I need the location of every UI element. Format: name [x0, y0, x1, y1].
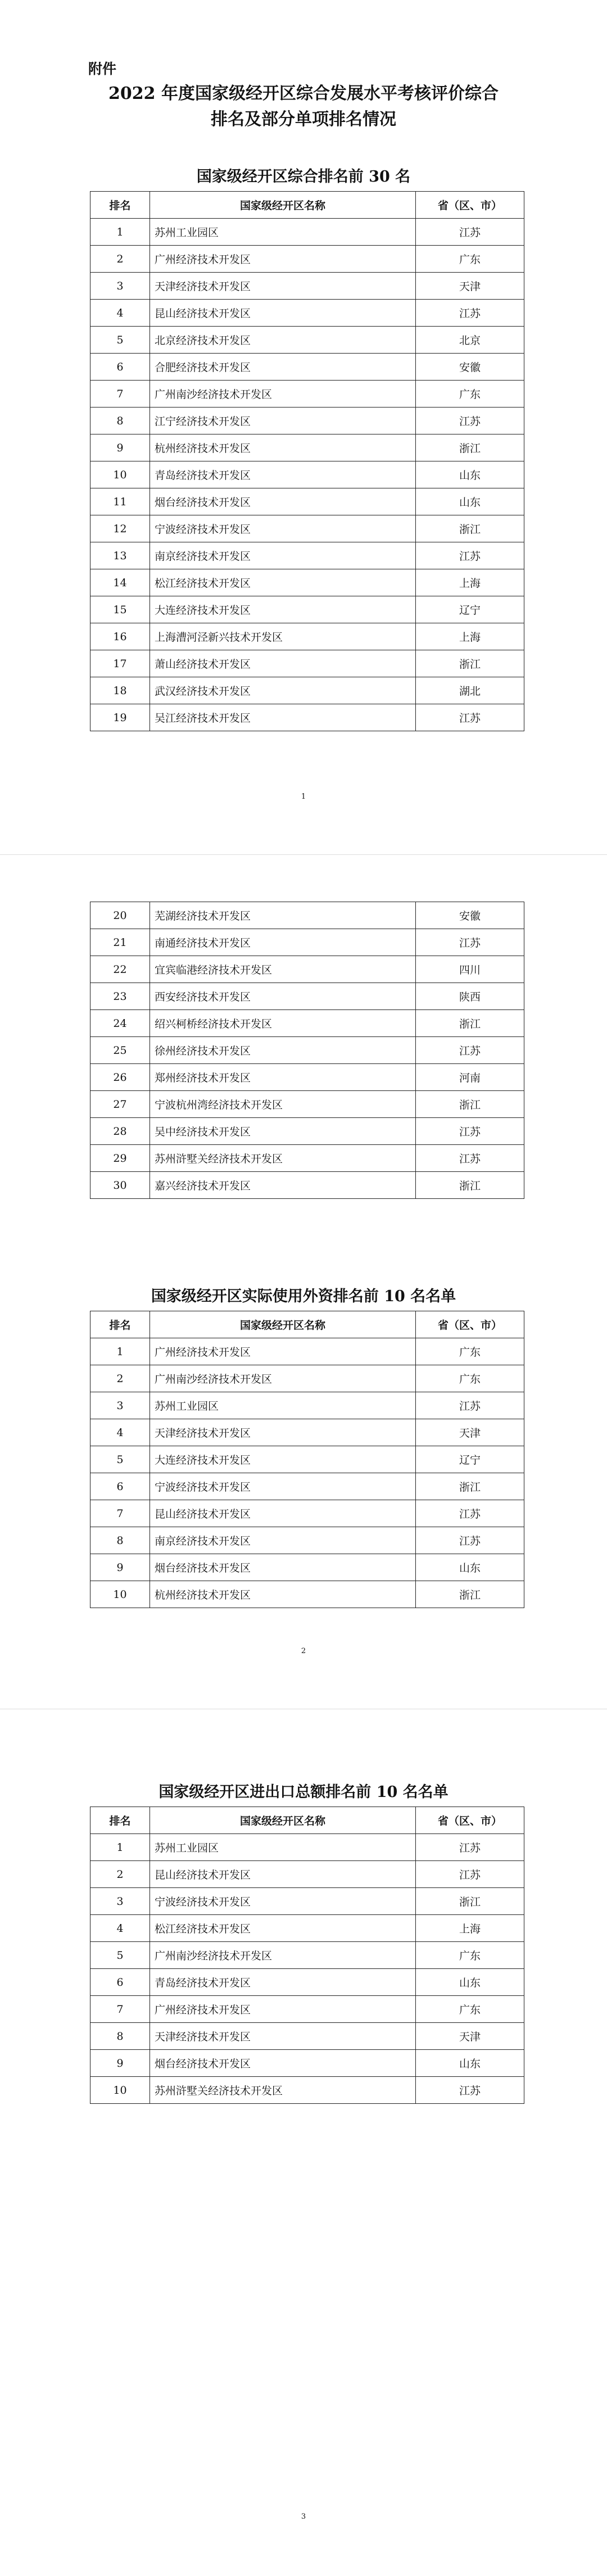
page-divider [0, 854, 607, 855]
zone-name-cell: 南京经济技术开发区 [150, 1527, 416, 1554]
rank-cell: 3 [90, 273, 150, 300]
rank-cell: 29 [90, 1145, 150, 1172]
rank-cell: 26 [90, 1064, 150, 1091]
table-row [90, 2050, 524, 2077]
rank-cell: 5 [90, 1942, 150, 1969]
province-cell: 江苏 [416, 1145, 524, 1172]
zone-name-cell: 北京经济技术开发区 [150, 327, 416, 354]
zone-name-cell: 苏州工业园区 [150, 1392, 416, 1419]
table-row [90, 1172, 524, 1199]
section2-title: 国家级经开区实际使用外资排名前 10 名名单 [151, 1288, 456, 1305]
zone-name-cell: 上海漕河泾新兴技术开发区 [150, 623, 416, 650]
header-province: 省（区、市） [416, 1807, 524, 1834]
province-cell: 浙江 [416, 1172, 524, 1199]
province-cell: 浙江 [416, 1091, 524, 1118]
zone-name-cell: 天津经济技术开发区 [150, 2023, 416, 2050]
table-row [90, 1581, 524, 1608]
province-cell: 广东 [416, 1996, 524, 2023]
zone-name-cell: 苏州工业园区 [150, 219, 416, 246]
zone-name-cell: 昆山经济技术开发区 [150, 300, 416, 327]
rank-cell: 20 [90, 902, 150, 929]
province-cell: 江苏 [416, 1392, 524, 1419]
rank-cell: 7 [90, 1500, 150, 1527]
province-cell: 上海 [416, 569, 524, 596]
province-cell: 广东 [416, 381, 524, 408]
province-cell: 天津 [416, 1419, 524, 1446]
zone-name-cell: 江宁经济技术开发区 [150, 408, 416, 434]
zone-name-cell: 天津经济技术开发区 [150, 1419, 416, 1446]
zone-name-cell: 宁波经济技术开发区 [150, 1473, 416, 1500]
province-cell: 江苏 [416, 929, 524, 956]
zone-name-cell: 广州经济技术开发区 [150, 1996, 416, 2023]
table-row [90, 1338, 524, 1365]
province-cell: 广东 [416, 1365, 524, 1392]
rank-cell: 10 [90, 1581, 150, 1608]
rank-cell: 1 [90, 1834, 150, 1861]
zone-name-cell: 烟台经济技术开发区 [150, 488, 416, 515]
zone-name-cell: 宜宾临港经济技术开发区 [150, 956, 416, 983]
zone-name-cell: 烟台经济技术开发区 [150, 2050, 416, 2077]
table-header-row [90, 1807, 524, 1834]
province-cell: 四川 [416, 956, 524, 983]
table-header-row [90, 192, 524, 219]
table-row [90, 246, 524, 273]
table-row [90, 1446, 524, 1473]
table-row [90, 2023, 524, 2050]
table-row [90, 273, 524, 300]
table-row [90, 542, 524, 569]
province-cell: 山东 [416, 461, 524, 488]
province-cell: 山东 [416, 2050, 524, 2077]
document-title-line1: 2022 年度国家级经开区综合发展水平考核评价综合 [108, 84, 499, 103]
header-rank: 排名 [90, 1311, 150, 1338]
rank-cell: 27 [90, 1091, 150, 1118]
rank-cell: 24 [90, 1010, 150, 1037]
rank-cell: 1 [90, 1338, 150, 1365]
province-cell: 安徽 [416, 902, 524, 929]
rank-cell: 2 [90, 246, 150, 273]
province-cell: 天津 [416, 2023, 524, 2050]
table-row [90, 1392, 524, 1419]
province-cell: 辽宁 [416, 1446, 524, 1473]
page-number-3: 3 [301, 2512, 306, 2521]
province-cell: 湖北 [416, 677, 524, 704]
rank-cell: 4 [90, 1915, 150, 1942]
province-cell: 江苏 [416, 1861, 524, 1888]
zone-name-cell: 徐州经济技术开发区 [150, 1037, 416, 1064]
rank-cell: 6 [90, 354, 150, 381]
zone-name-cell: 青岛经济技术开发区 [150, 1969, 416, 1996]
zone-name-cell: 苏州浒墅关经济技术开发区 [150, 2077, 416, 2104]
table-row [90, 2077, 524, 2104]
province-cell: 浙江 [416, 650, 524, 677]
zone-name-cell: 广州南沙经济技术开发区 [150, 381, 416, 408]
province-cell: 江苏 [416, 1118, 524, 1145]
table-row [90, 381, 524, 408]
province-cell: 山东 [416, 1969, 524, 1996]
rank-cell: 5 [90, 1446, 150, 1473]
table-row [90, 1473, 524, 1500]
zone-name-cell: 吴中经济技术开发区 [150, 1118, 416, 1145]
zone-name-cell: 郑州经济技术开发区 [150, 1064, 416, 1091]
province-cell: 山东 [416, 488, 524, 515]
rank-cell: 28 [90, 1118, 150, 1145]
rank-cell: 22 [90, 956, 150, 983]
province-cell: 江苏 [416, 2077, 524, 2104]
zone-name-cell: 嘉兴经济技术开发区 [150, 1172, 416, 1199]
rank-cell: 30 [90, 1172, 150, 1199]
table-row [90, 677, 524, 704]
province-cell: 天津 [416, 273, 524, 300]
province-cell: 江苏 [416, 1037, 524, 1064]
header-zone: 国家级经开区名称 [150, 1807, 416, 1834]
rank-cell: 9 [90, 1554, 150, 1581]
table-row [90, 1996, 524, 2023]
province-cell: 江苏 [416, 1500, 524, 1527]
rank-cell: 14 [90, 569, 150, 596]
section1-title: 国家级经开区综合排名前 30 名 [196, 168, 411, 185]
rank-cell: 7 [90, 1996, 150, 2023]
zone-name-cell: 昆山经济技术开发区 [150, 1500, 416, 1527]
rank-cell: 9 [90, 2050, 150, 2077]
table-row [90, 1554, 524, 1581]
zone-name-cell: 昆山经济技术开发区 [150, 1861, 416, 1888]
zone-name-cell: 合肥经济技术开发区 [150, 354, 416, 381]
province-cell: 江苏 [416, 219, 524, 246]
zone-name-cell: 广州经济技术开发区 [150, 246, 416, 273]
comprehensive-ranking-table-part2 [90, 902, 524, 1199]
table-row [90, 1419, 524, 1446]
table-header-row [90, 1311, 524, 1338]
rank-cell: 1 [90, 219, 150, 246]
header-rank: 排名 [90, 1807, 150, 1834]
table-row [90, 1010, 524, 1037]
zone-name-cell: 天津经济技术开发区 [150, 273, 416, 300]
rank-cell: 12 [90, 515, 150, 542]
zone-name-cell: 广州经济技术开发区 [150, 1338, 416, 1365]
province-cell: 浙江 [416, 1581, 524, 1608]
table-row [90, 461, 524, 488]
section3-title: 国家级经开区进出口总额排名前 10 名名单 [158, 1783, 449, 1801]
table-row [90, 1861, 524, 1888]
province-cell: 江苏 [416, 1834, 524, 1861]
table-row [90, 1500, 524, 1527]
zone-name-cell: 武汉经济技术开发区 [150, 677, 416, 704]
table-row [90, 623, 524, 650]
province-cell: 江苏 [416, 300, 524, 327]
zone-name-cell: 芜湖经济技术开发区 [150, 902, 416, 929]
table-row [90, 1365, 524, 1392]
zone-name-cell: 吴江经济技术开发区 [150, 704, 416, 731]
province-cell: 广东 [416, 246, 524, 273]
zone-name-cell: 苏州浒墅关经济技术开发区 [150, 1145, 416, 1172]
table-row [90, 1888, 524, 1915]
table-row [90, 902, 524, 929]
table-row [90, 434, 524, 461]
rank-cell: 17 [90, 650, 150, 677]
province-cell: 北京 [416, 327, 524, 354]
header-zone: 国家级经开区名称 [150, 1311, 416, 1338]
zone-name-cell: 南通经济技术开发区 [150, 929, 416, 956]
zone-name-cell: 松江经济技术开发区 [150, 569, 416, 596]
zone-name-cell: 大连经济技术开发区 [150, 1446, 416, 1473]
table-row [90, 219, 524, 246]
rank-cell: 7 [90, 381, 150, 408]
province-cell: 广东 [416, 1338, 524, 1365]
zone-name-cell: 宁波杭州湾经济技术开发区 [150, 1091, 416, 1118]
table-row [90, 1915, 524, 1942]
rank-cell: 4 [90, 300, 150, 327]
rank-cell: 21 [90, 929, 150, 956]
rank-cell: 16 [90, 623, 150, 650]
rank-cell: 8 [90, 408, 150, 434]
table-row [90, 650, 524, 677]
zone-name-cell: 萧山经济技术开发区 [150, 650, 416, 677]
province-cell: 辽宁 [416, 596, 524, 623]
zone-name-cell: 大连经济技术开发区 [150, 596, 416, 623]
table-row [90, 1969, 524, 1996]
table-row [90, 488, 524, 515]
province-cell: 上海 [416, 1915, 524, 1942]
rank-cell: 3 [90, 1392, 150, 1419]
zone-name-cell: 广州南沙经济技术开发区 [150, 1942, 416, 1969]
header-rank: 排名 [90, 192, 150, 219]
rank-cell: 6 [90, 1473, 150, 1500]
table-row [90, 1118, 524, 1145]
province-cell: 江苏 [416, 408, 524, 434]
table-row [90, 929, 524, 956]
foreign-investment-ranking-table [90, 1311, 524, 1608]
rank-cell: 8 [90, 1527, 150, 1554]
rank-cell: 11 [90, 488, 150, 515]
zone-name-cell: 杭州经济技术开发区 [150, 1581, 416, 1608]
province-cell: 河南 [416, 1064, 524, 1091]
zone-name-cell: 苏州工业园区 [150, 1834, 416, 1861]
rank-cell: 8 [90, 2023, 150, 2050]
province-cell: 山东 [416, 1554, 524, 1581]
zone-name-cell: 宁波经济技术开发区 [150, 1888, 416, 1915]
import-export-ranking-table [90, 1807, 524, 2104]
table-row [90, 1064, 524, 1091]
rank-cell: 23 [90, 983, 150, 1010]
province-cell: 陕西 [416, 983, 524, 1010]
zone-name-cell: 南京经济技术开发区 [150, 542, 416, 569]
table-row [90, 408, 524, 434]
comprehensive-ranking-table-part1 [90, 191, 524, 731]
province-cell: 浙江 [416, 434, 524, 461]
zone-name-cell: 宁波经济技术开发区 [150, 515, 416, 542]
header-province: 省（区、市） [416, 1311, 524, 1338]
rank-cell: 25 [90, 1037, 150, 1064]
zone-name-cell: 松江经济技术开发区 [150, 1915, 416, 1942]
rank-cell: 15 [90, 596, 150, 623]
province-cell: 浙江 [416, 1473, 524, 1500]
province-cell: 浙江 [416, 1010, 524, 1037]
rank-cell: 4 [90, 1419, 150, 1446]
province-cell: 上海 [416, 623, 524, 650]
rank-cell: 5 [90, 327, 150, 354]
table-row [90, 354, 524, 381]
zone-name-cell: 青岛经济技术开发区 [150, 461, 416, 488]
table-row [90, 983, 524, 1010]
header-zone: 国家级经开区名称 [150, 192, 416, 219]
province-cell: 江苏 [416, 1527, 524, 1554]
table-row [90, 1145, 524, 1172]
rank-cell: 3 [90, 1888, 150, 1915]
table-row [90, 1091, 524, 1118]
table-row [90, 515, 524, 542]
rank-cell: 10 [90, 2077, 150, 2104]
table-row [90, 1834, 524, 1861]
document-title-line2: 排名及部分单项排名情况 [211, 110, 396, 129]
province-cell: 安徽 [416, 354, 524, 381]
page-number-1: 1 [301, 793, 306, 801]
table-row [90, 1527, 524, 1554]
table-row [90, 300, 524, 327]
zone-name-cell: 西安经济技术开发区 [150, 983, 416, 1010]
table-row [90, 596, 524, 623]
rank-cell: 6 [90, 1969, 150, 1996]
rank-cell: 18 [90, 677, 150, 704]
zone-name-cell: 绍兴柯桥经济技术开发区 [150, 1010, 416, 1037]
rank-cell: 9 [90, 434, 150, 461]
zone-name-cell: 广州南沙经济技术开发区 [150, 1365, 416, 1392]
table-row [90, 956, 524, 983]
annex-label: 附件 [88, 61, 117, 77]
province-cell: 广东 [416, 1942, 524, 1969]
province-cell: 浙江 [416, 1888, 524, 1915]
province-cell: 浙江 [416, 515, 524, 542]
table-row [90, 327, 524, 354]
table-row [90, 1037, 524, 1064]
table-row [90, 569, 524, 596]
province-cell: 江苏 [416, 542, 524, 569]
zone-name-cell: 烟台经济技术开发区 [150, 1554, 416, 1581]
province-cell: 江苏 [416, 704, 524, 731]
zone-name-cell: 杭州经济技术开发区 [150, 434, 416, 461]
rank-cell: 13 [90, 542, 150, 569]
rank-cell: 19 [90, 704, 150, 731]
rank-cell: 2 [90, 1861, 150, 1888]
rank-cell: 2 [90, 1365, 150, 1392]
page-number-2: 2 [301, 1647, 306, 1655]
table-row [90, 1942, 524, 1969]
rank-cell: 10 [90, 461, 150, 488]
table-row [90, 704, 524, 731]
header-province: 省（区、市） [416, 192, 524, 219]
